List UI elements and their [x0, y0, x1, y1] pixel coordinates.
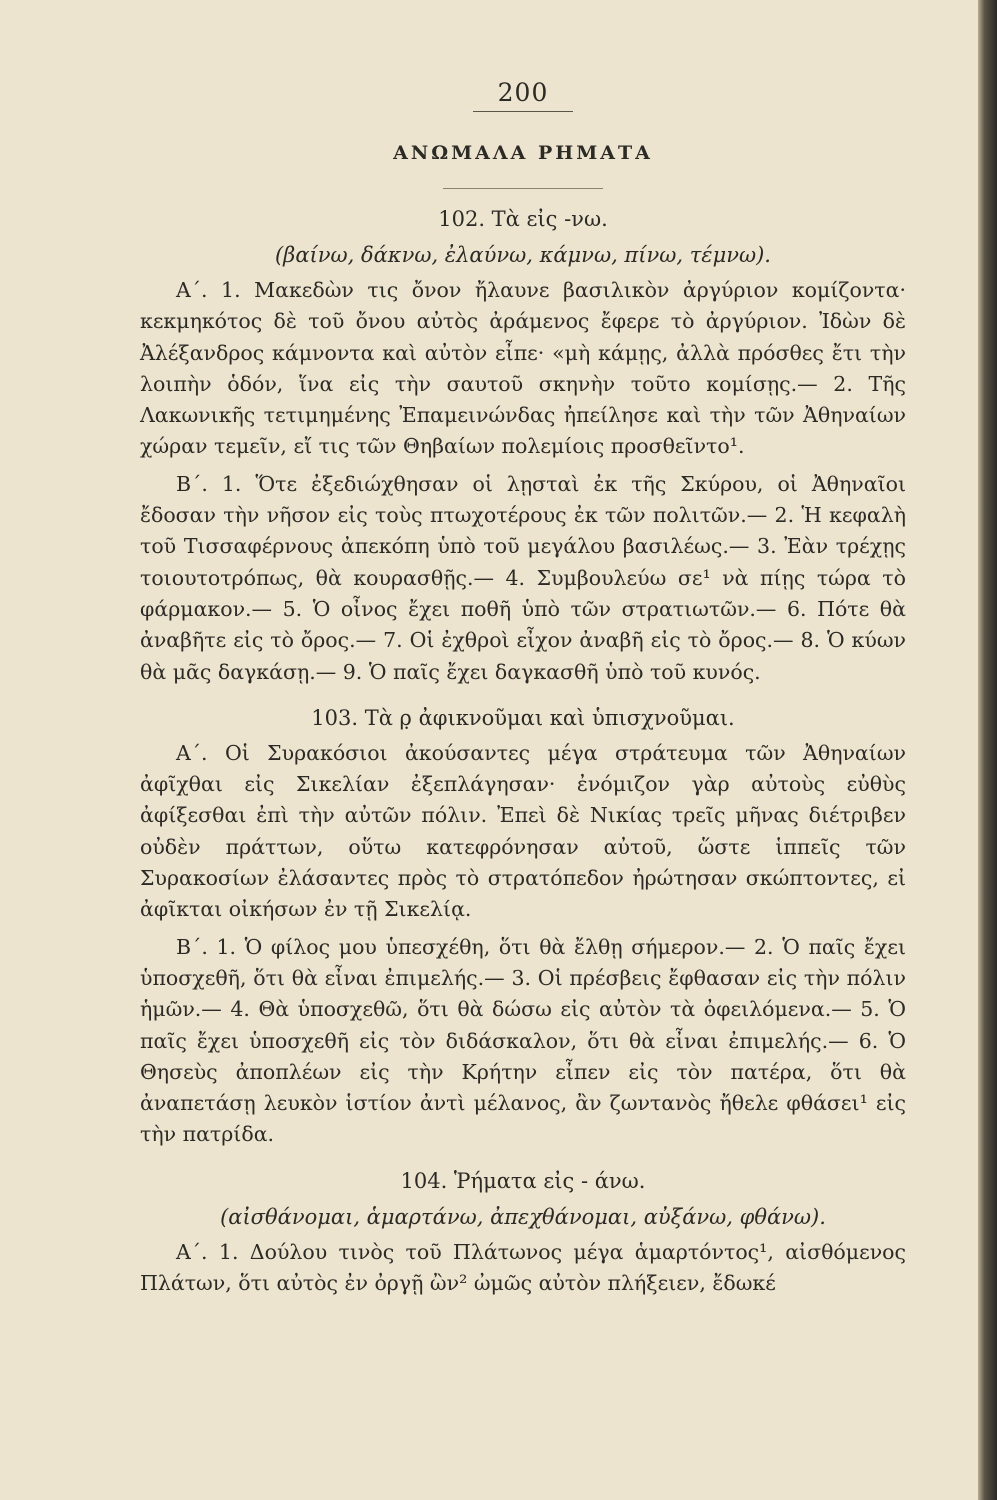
section-title: 102. Τὰ εἰς -νω. [438, 207, 608, 231]
divider [443, 188, 603, 189]
page-number: 200 [473, 78, 573, 112]
section-title: 104. Ῥήματα εἰς - άνω. [400, 1168, 646, 1193]
page-content [140, 78, 906, 1299]
section-103 [140, 706, 906, 1151]
exercise-paragraph: Α΄. 1. Μακεδὼν τις ὄνον ἤλαυνε βασιλικὸν ἀργύριον κομίζοντα· κεκμηκότος δὲ τοῦ ὄνου αὐτὸς ἀράμενος ἔφερε τὸ ἀργύριον. Ἰδὼν δὲ Ἀλέξανδρος κάμνοντα καὶ αὐτὸν εἶπε· «μὴ κάμῃς, ἀλλὰ πρόσθες ἔτι τὴν λοιπὴν ὁδόν, ἵνα εἰς τὴν σαυτοῦ σκηνὴν τοῦτο κομίσῃς.— 2. Τῆς Λακωνικῆς τετιμημένης Ἐπαμεινώνδας ἠπείλησε καὶ τὴν τῶν Ἀθηναίων χώραν τεμεῖν, εἴ τις τῶν Θηβαίων πολεμίοις προσθεῖντο¹. [140, 278, 906, 459]
exercise-paragraph: Α΄. Οἱ Συρακόσιοι ἀκούσαντες μέγα στράτευμα τῶν Ἀθηναίων ἀφῖχθαι εἰς Σικελίαν ἐξεπλάγησαν· ἐνόμιζον γὰρ αὐτοὺς εὐθὺς ἀφίξεσθαι ἐπὶ τὴν αὐτῶν πόλιν. Ἐπεὶ δὲ Νικίας τρεῖς μῆνας διέτριβεν οὐδὲν πράττων, οὕτω κατεφρόνησαν αὐτοῦ, ὥστε ἱππεῖς τῶν Συρακοσίων ἐλάσαντες πρὸς τὸ στρατόπεδον ἠρώτησαν σκώπτοντες, εἰ ἀφῖκται οἰκήσων ἐν τῇ Σικελίᾳ. [140, 740, 906, 922]
exercise-paragraph: Β΄. 1. Ὅτε ἐξεδιώχθησαν οἱ λῃσταὶ ἐκ τῆς Σκύρου, οἱ Ἀθηναῖοι ἔδοσαν τὴν νῆσον εἰς τοὺς πτωχοτέρους ἐκ τῶν πολιτῶν.— 2. Ἡ κεφαλὴ τοῦ Τισσαφέρνους ἀπεκόπη ὑπὸ τοῦ μεγάλου βασιλέως.— 3. Ἐὰν τρέχῃς τοιουτοτρόπως, θὰ κουρασθῇς.— 4. Συμβουλεύω σε¹ νὰ πίῃς τώρα τὸ φάρμακον.— 5. Ὁ οἶνος ἔχει ποθῆ ὑπὸ τῶν στρατιωτῶν.— 6. Πότε θὰ ἀναβῆτε εἰς τὸ ὄρος.— 7. Οἱ ἐχθροὶ εἶχον ἀναβῆ εἰς τὸ ὄρος.— 8. Ὁ κύων θὰ μᾶς δαγκάσῃ.— 9. Ὁ παῖς ἔχει δαγκασθῆ ὑπὸ τοῦ κυνός. [140, 471, 906, 684]
section-title: 103. Τὰ ρ̣ ἀφικνοῦμαι καὶ ὑπισχνοῦμαι. [311, 705, 735, 730]
verb-list: (βαίνω, δάκνω, ἐλαύνω, κάμνω, πίνω, τέμνω). [274, 243, 771, 267]
section-102 [140, 207, 906, 688]
exercise-paragraph: Α΄. 1. Δούλου τινὸς τοῦ Πλάτωνος μέγα ἁμαρτόντος¹, αἰσθόμενος Πλάτων, ὅτι αὐτὸς ἐν ὀργῇ ὢν² ὠμῶς αὐτὸν πλήξειεν, ἔδωκέ [140, 1239, 906, 1296]
running-head: ΑΝΩΜΑΛΑ ΡΗΜΑΤΑ [393, 142, 653, 164]
exercise-paragraph: Β΄. 1. Ὁ φίλος μου ὑπεσχέθη, ὅτι θὰ ἔλθῃ σήμερον.— 2. Ὁ παῖς ἔχει ὑποσχεθῆ, ὅτι θὰ εἶναι ἐπιμελής.— 3. Οἱ πρέσβεις ἔφθασαν εἰς τὴν πόλιν ἡμῶν.— 4. Θὰ ὑποσχεθῶ, ὅτι θὰ δώσω εἰς αὐτὸν τὰ ὀφειλόμενα.— 5. Ὁ παῖς ἔχει ὑποσχεθῆ εἰς τὸν διδάσκαλον, ὅτι θὰ εἶναι ἐπιμελής.— 6. Ὁ Θησεὺς ἀποπλέων εἰς τὴν Κρήτην εἶπεν εἰς τὸν πατέρα, ὅτι θὰ ἀναπετάσῃ λευκὸν ἱστίον ἀντὶ μέλανος, ἂν ζωντανὸς ἤθελε φθάσει¹ εἰς τὴν πατρίδα. [140, 934, 906, 1147]
book-edge [978, 0, 997, 1500]
verb-list: (αἰσθάνομαι, ἁμαρτάνω, ἀπεχθάνομαι, αὐξάνω, φθάνω). [220, 1204, 826, 1229]
section-104 [140, 1169, 906, 1300]
